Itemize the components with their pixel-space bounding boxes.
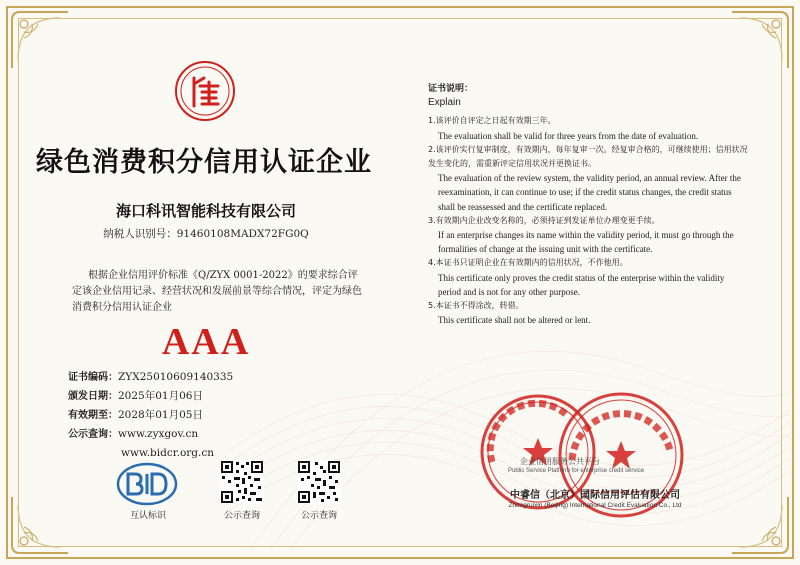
query-row-2 xyxy=(68,444,233,463)
explain-item-cn: 5.本证书不得涂改，转借。 xyxy=(428,301,524,311)
explain-item-en: The evaluation shall be valid for three years from the date of evaluation. xyxy=(438,130,699,141)
explain-item-en: If an enterprise changes its name within the validity period, it must go through the formalities of change at the issuing unit with the certificate. xyxy=(438,230,734,255)
tax-id-label: 纳税人识别号： xyxy=(103,228,177,240)
certificate-description: 根据企业信用评价标准《Q/ZYX 0001-2022》的要求综合评定该企业信用记录、经营状况和发展前景等综合情况，评定为绿色消费积分信用认证企业 xyxy=(72,270,362,313)
explain-title-cn: 证书说明： xyxy=(428,84,474,94)
corner-ornament-icon xyxy=(10,10,70,70)
explain-item-cn: 1.该评价自评定之日起有效期三年。 xyxy=(428,116,556,126)
qr-code-icon[interactable] xyxy=(297,460,341,504)
tax-id-value: 91460108MADX72FG0Q xyxy=(176,228,309,240)
explain-item-cn: 3.有效期内企业改变名称的，必须持证到发证单位办理变更手续。 xyxy=(428,215,660,225)
explain-item-en: This certificate shall not be altered or lent. xyxy=(438,315,591,326)
qr-caption-1: 公示查询 xyxy=(223,511,260,521)
explain-item-cn: 2.该评价实行复审制度，有效期内，每年复审一次。经复审合格的，可继续使用；信用状况发生变化的，需重新评定信用状况并更换证书。 xyxy=(428,144,748,169)
cert-number-row xyxy=(68,368,233,387)
corner-ornament-icon xyxy=(10,495,70,555)
corner-ornament-icon xyxy=(730,10,790,70)
issue-date-label: 颁发日期： xyxy=(68,391,118,402)
issuer-name-cn: 中睿信（北京）国际信用评估有限公司 xyxy=(510,490,680,501)
issuer-name-en: Zhongruixin (Beijing) International Credit Evaluation Co., Ltd xyxy=(508,502,682,509)
platform-name-cn: 企业信用服务公共平台 xyxy=(520,457,600,466)
valid-date-value: 2028年01月05日 xyxy=(118,409,203,421)
explain-item-en: This certificate only proves the credit status of the enterprise within the validity period and is not for any other purpose. xyxy=(438,272,725,297)
certificate-info xyxy=(68,368,233,463)
credit-grade: AAA xyxy=(161,321,251,363)
tax-id xyxy=(36,226,376,241)
issue-date-value: 2025年01月06日 xyxy=(118,390,203,402)
query-label: 公示查询： xyxy=(68,429,118,440)
cert-number-label: 证书编码： xyxy=(68,372,118,383)
company-name: 海口科讯智能科技有限公司 xyxy=(115,202,296,220)
credit-emblem-icon xyxy=(174,60,236,122)
platform-name-en: Public Service Platform for enterprise credit service xyxy=(508,468,645,474)
qr-caption-2: 公示查询 xyxy=(300,511,337,521)
query-url-1[interactable]: www.zyxgov.cn xyxy=(118,428,199,440)
qr-code-icon[interactable] xyxy=(220,460,264,504)
explain-title-en: Explain xyxy=(428,97,461,109)
valid-date-label: 有效期至： xyxy=(68,410,118,421)
cert-number-value: ZYX25010609140335 xyxy=(118,371,234,383)
bid-logo-caption: 互认标识 xyxy=(129,511,166,521)
query-row xyxy=(68,425,233,444)
explain-item-cn: 4.本证书只证明企业在有效期内的信用状况，不作他用。 xyxy=(428,258,628,268)
explain-item-en: The evaluation of the review system, the validity period, an annual review. After the reexamination, it can continue to use; if the credit status changes, the credit status shall be reassessed and the certificate replaced. xyxy=(438,173,741,212)
explain-section xyxy=(428,82,748,327)
issue-date-row xyxy=(68,387,233,406)
query-url-2[interactable]: www.bidcr.org.cn xyxy=(121,447,214,459)
certificate-title: 绿色消费积分信用认证企业 xyxy=(36,147,372,178)
valid-date-row xyxy=(68,406,233,425)
bid-logo-icon xyxy=(116,462,178,506)
